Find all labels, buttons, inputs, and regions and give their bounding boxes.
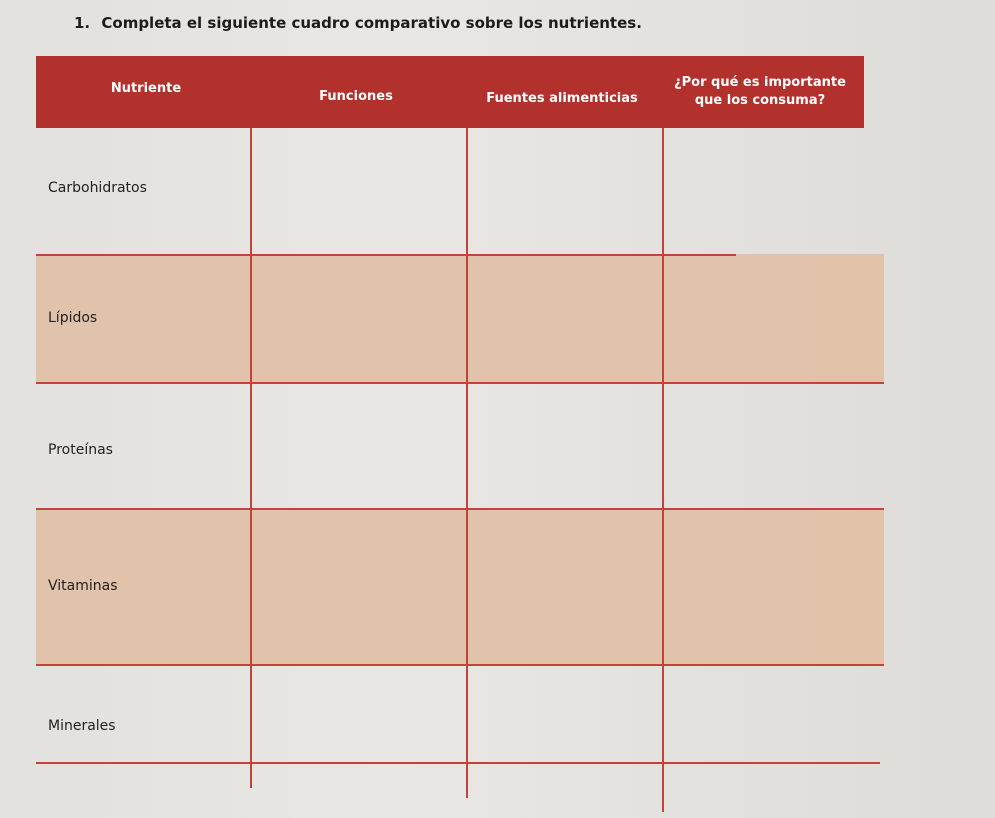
column-divider-3 xyxy=(662,128,664,812)
row-divider-3 xyxy=(36,508,884,510)
row-label-lipidos: Lípidos xyxy=(48,310,98,326)
row-label-vitaminas: Vitaminas xyxy=(48,578,118,594)
header-importancia: ¿Por qué es importante que los consuma? xyxy=(674,75,846,108)
comparison-table xyxy=(36,56,896,796)
row-divider-1 xyxy=(36,254,736,256)
row-label-minerales: Minerales xyxy=(48,718,116,734)
row-band-lipidos xyxy=(36,254,884,382)
table-header xyxy=(36,56,864,128)
row-divider-bottom xyxy=(36,762,880,764)
row-divider-2 xyxy=(36,382,884,384)
row-label-carbohidratos: Carbohidratos xyxy=(48,180,147,196)
column-divider-1 xyxy=(250,128,252,788)
header-funciones: Funciones xyxy=(319,89,393,104)
header-fuentes-alimenticias: Fuentes alimenticias xyxy=(486,91,638,106)
row-band-vitaminas xyxy=(36,508,884,664)
row-label-proteinas: Proteínas xyxy=(48,442,113,458)
row-divider-4 xyxy=(36,664,884,666)
instruction-text: Completa el siguiente cuadro comparativo sobre los nutrientes. xyxy=(101,14,642,32)
instruction-number: 1. xyxy=(74,14,91,32)
instruction xyxy=(74,14,642,32)
header-nutriente: Nutriente xyxy=(110,81,182,96)
column-divider-2 xyxy=(466,128,468,798)
